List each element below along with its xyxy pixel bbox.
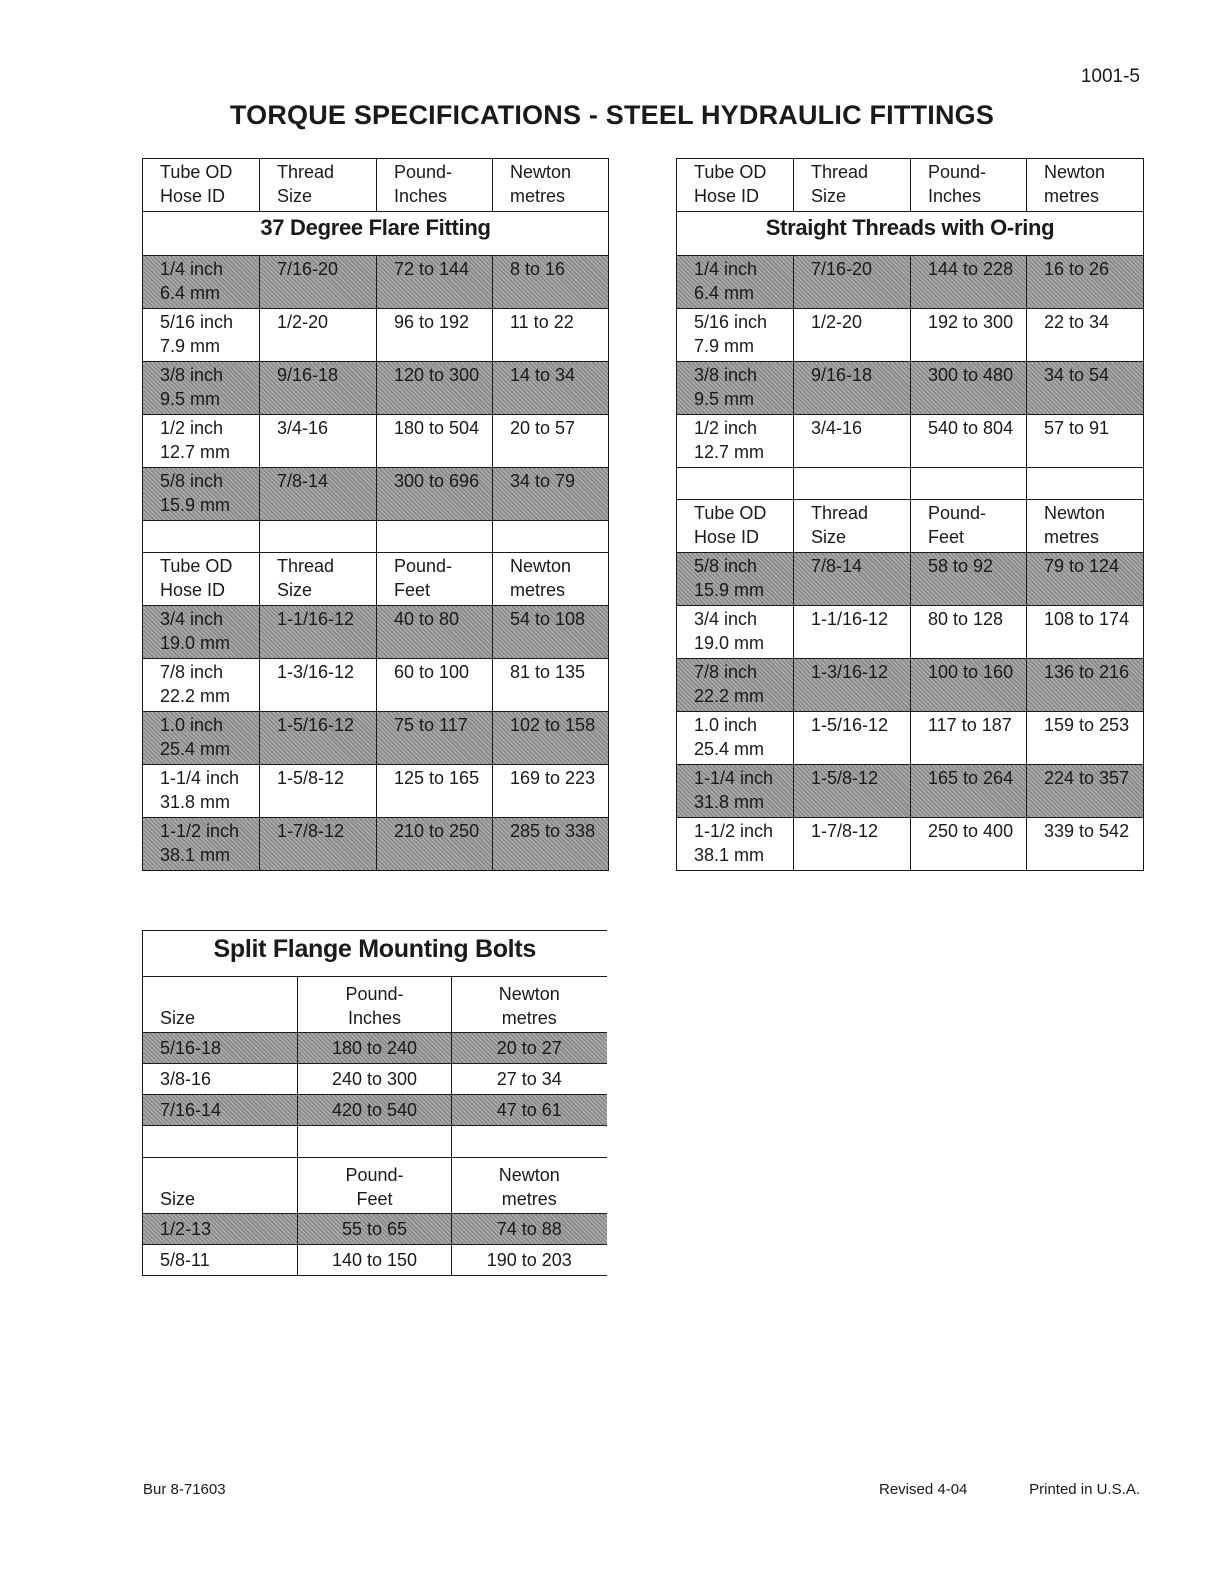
table-row <box>143 765 609 818</box>
table-cell: 1-1/4 inch 31.8 mm <box>677 765 794 818</box>
table-header-row <box>143 553 609 606</box>
table-cell: 1-5/16-12 <box>794 712 911 765</box>
table-cell: 339 to 542 <box>1027 818 1144 871</box>
table-cell: 11 to 22 <box>493 309 609 362</box>
table-cell: 1-1/16-12 <box>260 606 377 659</box>
table-row <box>143 256 609 309</box>
table-header-row <box>143 1158 607 1214</box>
table-cell: 159 to 253 <box>1027 712 1144 765</box>
table-row <box>677 712 1144 765</box>
document-code: Bur 8-71603 <box>143 1481 226 1498</box>
table-header-row <box>677 159 1144 212</box>
header-cell: Pound- Inches <box>298 977 452 1033</box>
table-header-row <box>677 500 1144 553</box>
page-title: TORQUE SPECIFICATIONS - STEEL HYDRAULIC FITTINGS <box>229 100 995 130</box>
section-row <box>677 212 1144 256</box>
table-cell: 224 to 357 <box>1027 765 1144 818</box>
table-cell: 3/4-16 <box>260 415 377 468</box>
table-cell: 285 to 338 <box>493 818 609 871</box>
table-cell: 1-1/4 inch 31.8 mm <box>143 765 260 818</box>
table-cell: 540 to 804 <box>911 415 1027 468</box>
table-cell: 16 to 26 <box>1027 256 1144 309</box>
table-cell: 108 to 174 <box>1027 606 1144 659</box>
header-cell: Pound- Feet <box>377 553 493 606</box>
section-title: Straight Threads with O-ring <box>677 212 1144 256</box>
table-cell: 20 to 57 <box>493 415 609 468</box>
table-cell: 1-3/16-12 <box>794 659 911 712</box>
table-cell: 190 to 203 <box>452 1245 607 1276</box>
table-cell: 1-5/8-12 <box>794 765 911 818</box>
table-cell: 3/4 inch 19.0 mm <box>143 606 260 659</box>
table-cell: 300 to 480 <box>911 362 1027 415</box>
table-cell: 7/16-14 <box>143 1095 298 1126</box>
flare-fitting-table <box>142 158 609 871</box>
table-row <box>677 659 1144 712</box>
section-title: 37 Degree Flare Fitting <box>143 212 609 256</box>
table-cell: 14 to 34 <box>493 362 609 415</box>
table-cell: 3/8 inch 9.5 mm <box>143 362 260 415</box>
section-row <box>143 931 607 977</box>
revision-date: Revised 4-04 <box>879 1481 968 1498</box>
table-cell: 180 to 240 <box>298 1033 452 1064</box>
table-cell: 7/8-14 <box>794 553 911 606</box>
table-cell: 7/8-14 <box>260 468 377 521</box>
table-row <box>143 415 609 468</box>
header-cell: Thread Size <box>260 553 377 606</box>
table-cell: 165 to 264 <box>911 765 1027 818</box>
table-cell: 1-7/8-12 <box>794 818 911 871</box>
table-cell: 81 to 135 <box>493 659 609 712</box>
table-row <box>143 309 609 362</box>
table-row <box>677 415 1144 468</box>
table-cell: 136 to 216 <box>1027 659 1144 712</box>
table-cell: 7/16-20 <box>260 256 377 309</box>
table-cell: 240 to 300 <box>298 1064 452 1095</box>
table-cell: 3/4 inch 19.0 mm <box>677 606 794 659</box>
table-cell: 3/8 inch 9.5 mm <box>677 362 794 415</box>
table-cell: 58 to 92 <box>911 553 1027 606</box>
header-cell: Tube OD Hose ID <box>677 500 794 553</box>
table-cell: 1/4 inch 6.4 mm <box>143 256 260 309</box>
table-cell: 9/16-18 <box>794 362 911 415</box>
table-row <box>677 765 1144 818</box>
table-cell: 1-1/2 inch 38.1 mm <box>143 818 260 871</box>
table-cell: 20 to 27 <box>452 1033 607 1064</box>
table-cell: 3/4-16 <box>794 415 911 468</box>
header-cell: Newton metres <box>452 977 607 1033</box>
table-cell: 34 to 54 <box>1027 362 1144 415</box>
table-header-row <box>143 977 607 1033</box>
table-cell: 125 to 165 <box>377 765 493 818</box>
table-cell: 7/16-20 <box>794 256 911 309</box>
table-row <box>143 1245 607 1276</box>
table-cell: 1-1/16-12 <box>794 606 911 659</box>
table-cell: 120 to 300 <box>377 362 493 415</box>
header-cell: Pound- Feet <box>911 500 1027 553</box>
table-cell: 7/8 inch 22.2 mm <box>677 659 794 712</box>
table-cell: 7/8 inch 22.2 mm <box>143 659 260 712</box>
table-cell: 1/2-20 <box>794 309 911 362</box>
table-cell: 60 to 100 <box>377 659 493 712</box>
table-cell: 144 to 228 <box>911 256 1027 309</box>
table-cell: 34 to 79 <box>493 468 609 521</box>
table-cell: 1/2 inch 12.7 mm <box>677 415 794 468</box>
table-cell: 102 to 158 <box>493 712 609 765</box>
table-row <box>677 553 1144 606</box>
spacer-row <box>677 468 1144 500</box>
table-cell: 117 to 187 <box>911 712 1027 765</box>
table-row <box>143 362 609 415</box>
header-cell: Newton metres <box>493 553 609 606</box>
table-row <box>143 606 609 659</box>
table-row <box>677 818 1144 871</box>
table-cell: 72 to 144 <box>377 256 493 309</box>
table-cell: 1/4 inch 6.4 mm <box>677 256 794 309</box>
table-cell: 5/8 inch 15.9 mm <box>677 553 794 606</box>
table-row <box>677 362 1144 415</box>
table-row <box>143 1095 607 1126</box>
table-cell: 1-5/16-12 <box>260 712 377 765</box>
table-cell: 420 to 540 <box>298 1095 452 1126</box>
table-cell: 55 to 65 <box>298 1214 452 1245</box>
header-cell: Newton metres <box>452 1158 607 1214</box>
table-cell: 54 to 108 <box>493 606 609 659</box>
header-cell: Tube OD Hose ID <box>143 553 260 606</box>
table-cell: 1.0 inch 25.4 mm <box>677 712 794 765</box>
header-cell: Tube OD Hose ID <box>143 159 260 212</box>
table-cell: 9/16-18 <box>260 362 377 415</box>
header-cell: Pound- Inches <box>377 159 493 212</box>
table-cell: 57 to 91 <box>1027 415 1144 468</box>
table-cell: 1/2-20 <box>260 309 377 362</box>
header-cell: Thread Size <box>794 159 911 212</box>
section-row <box>143 212 609 256</box>
table-cell: 96 to 192 <box>377 309 493 362</box>
table-cell: 169 to 223 <box>493 765 609 818</box>
table-cell: 47 to 61 <box>452 1095 607 1126</box>
header-cell: Newton metres <box>1027 159 1144 212</box>
table-cell: 40 to 80 <box>377 606 493 659</box>
table-row <box>677 606 1144 659</box>
table-cell: 22 to 34 <box>1027 309 1144 362</box>
table-cell: 3/8-16 <box>143 1064 298 1095</box>
table-cell: 1-1/2 inch 38.1 mm <box>677 818 794 871</box>
header-cell: Size <box>143 1158 298 1214</box>
table-cell: 5/16 inch 7.9 mm <box>143 309 260 362</box>
table-cell: 5/8 inch 15.9 mm <box>143 468 260 521</box>
table-row <box>143 659 609 712</box>
table-cell: 1/2-13 <box>143 1214 298 1245</box>
header-cell: Tube OD Hose ID <box>677 159 794 212</box>
header-cell: Thread Size <box>260 159 377 212</box>
table-cell: 1.0 inch 25.4 mm <box>143 712 260 765</box>
section-title: Split Flange Mounting Bolts <box>143 931 607 977</box>
header-cell: Pound- Feet <box>298 1158 452 1214</box>
table-row <box>143 712 609 765</box>
table-cell: 192 to 300 <box>911 309 1027 362</box>
table-cell: 300 to 696 <box>377 468 493 521</box>
table-row <box>143 1214 607 1245</box>
table-cell: 210 to 250 <box>377 818 493 871</box>
table-cell: 180 to 504 <box>377 415 493 468</box>
spacer-row <box>143 1126 607 1158</box>
oring-threads-table <box>676 158 1144 871</box>
table-cell: 1-5/8-12 <box>260 765 377 818</box>
table-cell: 8 to 16 <box>493 256 609 309</box>
header-cell: Newton metres <box>493 159 609 212</box>
header-cell: Size <box>143 977 298 1033</box>
table-cell: 27 to 34 <box>452 1064 607 1095</box>
table-row <box>677 309 1144 362</box>
header-cell: Thread Size <box>794 500 911 553</box>
table-cell: 80 to 128 <box>911 606 1027 659</box>
table-row <box>143 1064 607 1095</box>
page-number: 1001-5 <box>1080 66 1140 87</box>
table-row <box>143 468 609 521</box>
table-cell: 75 to 117 <box>377 712 493 765</box>
table-header-row <box>143 159 609 212</box>
header-cell: Newton metres <box>1027 500 1144 553</box>
table-cell: 5/16-18 <box>143 1033 298 1064</box>
table-row <box>143 818 609 871</box>
table-cell: 5/16 inch 7.9 mm <box>677 309 794 362</box>
table-cell: 140 to 150 <box>298 1245 452 1276</box>
table-cell: 74 to 88 <box>452 1214 607 1245</box>
header-cell: Pound- Inches <box>911 159 1027 212</box>
table-cell: 5/8-11 <box>143 1245 298 1276</box>
table-cell: 250 to 400 <box>911 818 1027 871</box>
table-cell: 1-3/16-12 <box>260 659 377 712</box>
spacer-row <box>143 521 609 553</box>
table-cell: 100 to 160 <box>911 659 1027 712</box>
table-cell: 1-7/8-12 <box>260 818 377 871</box>
table-row <box>677 256 1144 309</box>
table-cell: 79 to 124 <box>1027 553 1144 606</box>
table-cell: 1/2 inch 12.7 mm <box>143 415 260 468</box>
table-row <box>143 1033 607 1064</box>
print-location: Printed in U.S.A. <box>1029 1481 1140 1498</box>
split-flange-table <box>142 930 607 1276</box>
